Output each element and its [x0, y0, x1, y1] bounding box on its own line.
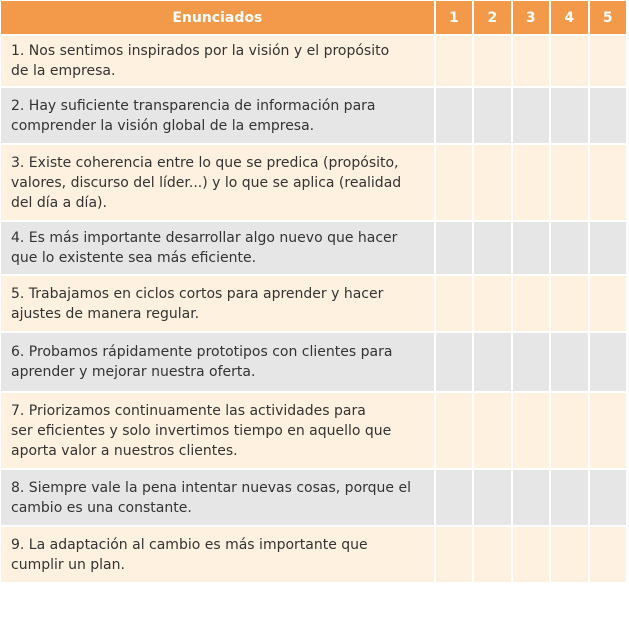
score-cell-2[interactable]: [474, 88, 510, 143]
statements-header: Enunciados: [1, 1, 434, 34]
statement-line: comprender la visión global de la empresa.: [11, 117, 315, 134]
statement-line: 3. Existe coherencia entre lo que se predica (propósito,: [11, 154, 399, 171]
score-cell-3[interactable]: [513, 470, 549, 525]
statement-text: [1, 333, 434, 391]
statement-line: que lo existente sea más eficiente.: [11, 250, 257, 266]
statement-line: del día a día).: [11, 194, 107, 211]
score-cell-5[interactable]: [590, 88, 627, 143]
score-cell-5[interactable]: [590, 276, 627, 331]
score-cell-1[interactable]: [436, 470, 472, 525]
score-header-5: 5: [590, 1, 627, 34]
statement-row: [1, 222, 626, 274]
score-cell-1[interactable]: [436, 527, 472, 582]
score-cell-2[interactable]: [474, 276, 510, 331]
statement-row: [1, 393, 626, 468]
score-cell-1[interactable]: [436, 145, 472, 220]
score-cell-2[interactable]: [474, 222, 510, 274]
score-cell-4[interactable]: [551, 527, 587, 582]
statement-row: [1, 470, 626, 525]
score-cell-5[interactable]: [590, 393, 627, 468]
score-cell-3[interactable]: [513, 527, 549, 582]
score-cell-4[interactable]: [551, 88, 587, 143]
statement-line: 5. Trabajamos en ciclos cortos para aprender y hacer: [11, 285, 384, 302]
statement-text: [1, 88, 434, 143]
score-cell-3[interactable]: [513, 88, 549, 143]
statement-line: valores, discurso del líder...) y lo que se aplica (realidad: [11, 174, 402, 191]
statement-row: [1, 333, 626, 391]
statement-line: ajustes de manera regular.: [11, 305, 200, 322]
score-cell-4[interactable]: [551, 36, 587, 86]
score-cell-2[interactable]: [474, 393, 510, 468]
score-header-2: 2: [474, 1, 510, 34]
score-cell-4[interactable]: [551, 333, 587, 391]
score-header-1: 1: [436, 1, 472, 34]
statement-rows: [1, 36, 626, 582]
score-cell-5[interactable]: [590, 470, 627, 525]
score-cell-3[interactable]: [513, 276, 549, 331]
header-row: [1, 1, 626, 34]
statement-row: [1, 36, 626, 86]
score-cell-5[interactable]: [590, 36, 627, 86]
statement-line: 8. Siempre vale la pena intentar nuevas cosas, porque el: [11, 479, 411, 496]
statement-line: aporta valor a nuestros clientes.: [11, 442, 238, 459]
statement-row: [1, 88, 626, 143]
statement-line: de la empresa.: [11, 63, 116, 79]
score-cell-4[interactable]: [551, 145, 587, 220]
statement-line: cumplir un plan.: [11, 556, 125, 573]
statement-line: ser eficientes y solo invertimos tiempo en aquello que: [11, 422, 392, 439]
statement-text: [1, 222, 434, 274]
statement-line: cambio es una constante.: [11, 499, 192, 516]
statement-line: 2. Hay suficiente transparencia de información para: [11, 97, 376, 114]
score-cell-5[interactable]: [590, 222, 627, 274]
score-cell-1[interactable]: [436, 222, 472, 274]
statement-line: 6. Probamos rápidamente prototipos con clientes para: [11, 344, 393, 360]
statement-text: [1, 276, 434, 331]
score-cell-1[interactable]: [436, 333, 472, 391]
score-cell-1[interactable]: [436, 88, 472, 143]
score-cell-1[interactable]: [436, 36, 472, 86]
score-cell-1[interactable]: [436, 393, 472, 468]
statement-text: [1, 470, 434, 525]
score-cell-2[interactable]: [474, 470, 510, 525]
score-cell-4[interactable]: [551, 470, 587, 525]
statement-line: 1. Nos sentimos inspirados por la visión y el propósito: [11, 43, 390, 59]
score-cell-3[interactable]: [513, 145, 549, 220]
score-cell-4[interactable]: [551, 222, 587, 274]
score-cell-2[interactable]: [474, 145, 510, 220]
score-header-3: 3: [513, 1, 549, 34]
score-cell-3[interactable]: [513, 36, 549, 86]
score-cell-5[interactable]: [590, 527, 627, 582]
statement-text: [1, 145, 434, 220]
statement-line: 7. Priorizamos continuamente las actividades para: [11, 402, 366, 419]
statement-text: [1, 36, 434, 86]
score-cell-4[interactable]: [551, 393, 587, 468]
score-header-4: 4: [551, 1, 587, 34]
score-cell-5[interactable]: [590, 333, 627, 391]
statement-row: [1, 145, 626, 220]
score-cell-3[interactable]: [513, 333, 549, 391]
score-cell-2[interactable]: [474, 333, 510, 391]
statement-line: aprender y mejorar nuestra oferta.: [11, 364, 256, 380]
score-cell-3[interactable]: [513, 222, 549, 274]
statement-line: 9. La adaptación al cambio es más importante que: [11, 536, 368, 553]
statement-text: [1, 527, 434, 582]
score-cell-5[interactable]: [590, 145, 627, 220]
statement-row: [1, 527, 626, 582]
statement-text: [1, 393, 434, 468]
score-cell-2[interactable]: [474, 527, 510, 582]
statement-row: [1, 276, 626, 331]
score-cell-2[interactable]: [474, 36, 510, 86]
score-cell-3[interactable]: [513, 393, 549, 468]
score-cell-1[interactable]: [436, 276, 472, 331]
score-cell-4[interactable]: [551, 276, 587, 331]
statement-line: 4. Es más importante desarrollar algo nuevo que hacer: [11, 230, 398, 246]
